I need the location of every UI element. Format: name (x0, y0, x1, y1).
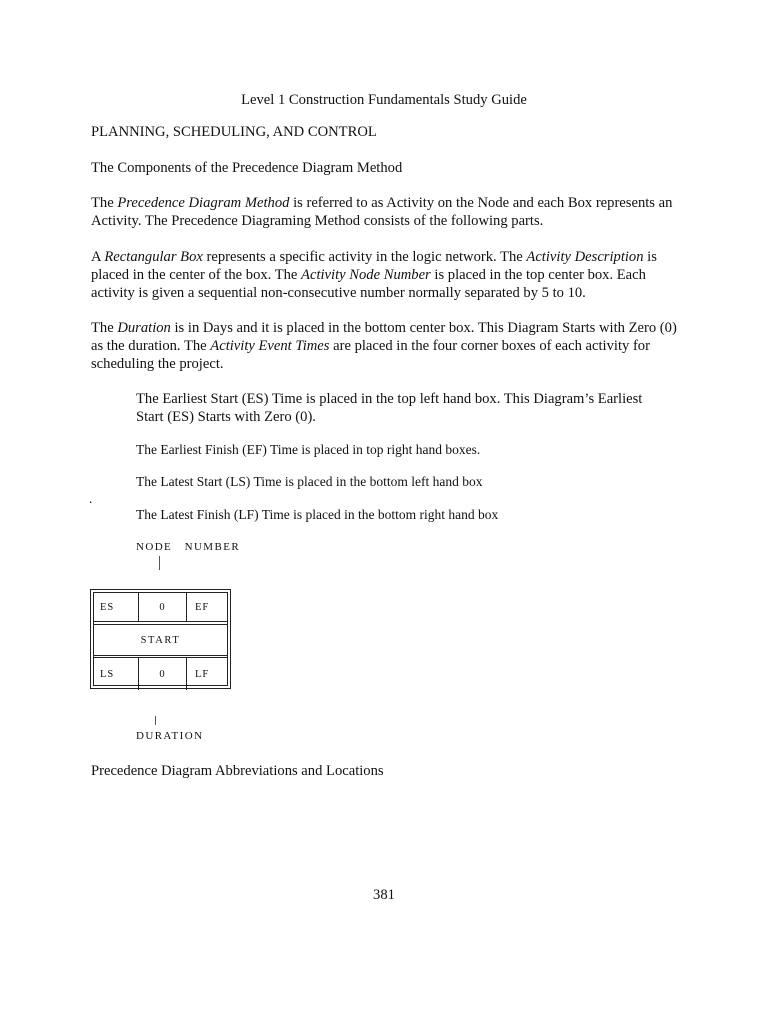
paragraph-duration (91, 319, 681, 373)
cell-latest-finish: LF (195, 668, 210, 680)
stray-mark: . (89, 491, 93, 506)
paragraph-rectangular-box (91, 248, 681, 302)
text-run: The (91, 195, 118, 211)
node-number-pointer (159, 556, 160, 570)
cell-node-number: 0 (139, 593, 187, 621)
cell-earliest-finish: EF (195, 601, 210, 613)
text-run: are placed in the four corner boxes of each activity for scheduling the project. (91, 338, 650, 372)
section-subheading: The Components of the Precedence Diagram Method (91, 160, 403, 176)
node-top-row (94, 593, 227, 622)
duration-label: DURATION (136, 730, 204, 742)
term-duration: Duration (117, 320, 171, 336)
text-run: represents a specific activity in the logic network. The (202, 249, 527, 265)
node-middle-row (94, 624, 227, 656)
text-run: The (91, 320, 118, 336)
term-precedence-diagram-method: Precedence Diagram Method (117, 195, 290, 211)
term-activity-description: Activity Description (526, 249, 644, 265)
diagram-caption: Precedence Diagram Abbreviations and Locations (91, 763, 384, 779)
item-earliest-start: The Earliest Start (ES) Time is placed in the top left hand box. This Diagram’s Earliest Start (ES) Starts with Zero (0). (136, 391, 643, 425)
cell-activity-description: START (140, 634, 181, 646)
term-activity-node-number: Activity Node Number (301, 267, 431, 283)
page-title: Level 1 Construction Fundamentals Study Guide (241, 92, 527, 108)
node-bottom-row (94, 657, 227, 690)
term-rectangular-box: Rectangular Box (104, 249, 203, 265)
cell-duration: 0 (139, 658, 187, 690)
text-run: is in Days and it is placed in the bottom center box. This Diagram Starts with Zero (0) as the duration. The (91, 320, 677, 354)
cell-latest-start: LS (94, 658, 139, 690)
text-run: is placed in the center of the box. The (91, 249, 657, 283)
page-number: 381 (373, 887, 395, 903)
duration-pointer (155, 716, 156, 725)
item-latest-finish: The Latest Finish (LF) Time is placed in the bottom right hand box (136, 507, 499, 522)
precedence-node-box (90, 589, 231, 689)
precedence-node-inner (93, 592, 228, 686)
item-latest-start: The Latest Start (LS) Time is placed in the bottom left hand box (136, 474, 483, 489)
paragraph-pdm-intro (91, 194, 681, 230)
text-run: A (91, 249, 105, 265)
term-activity-event-times: Activity Event Times (210, 338, 330, 354)
text-run: is placed in the top center box. Each activity is given a sequential non-consecutive number normally separated by 5 to 10. (91, 267, 646, 301)
cell-earliest-start: ES (94, 593, 139, 621)
item-earliest-finish: The Earliest Finish (EF) Time is placed in top right hand boxes. (136, 442, 481, 457)
text-run: is referred to as Activity on the Node and each Box represents an Activity. The Precedence Diagraming Method consists of the following parts. (91, 195, 673, 229)
section-heading: PLANNING, SCHEDULING, AND CONTROL (91, 124, 377, 140)
node-number-label: NODE NUMBER (136, 541, 241, 553)
